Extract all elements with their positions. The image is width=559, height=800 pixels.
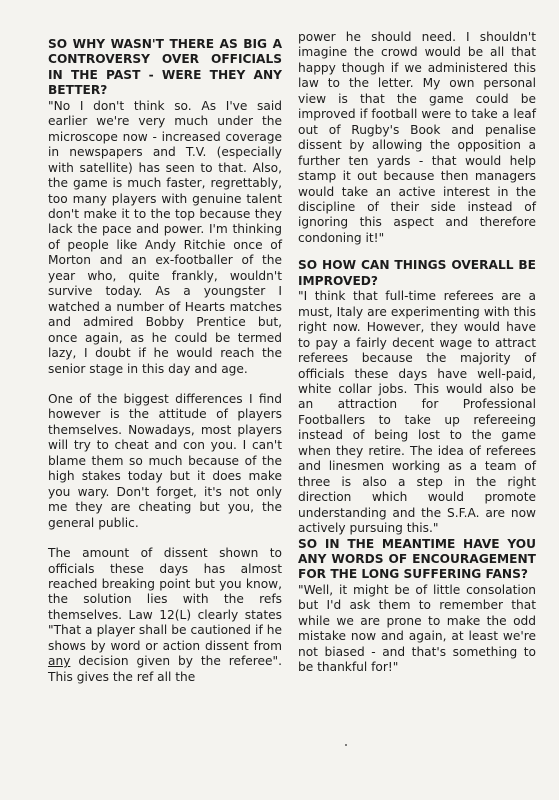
continued-paragraph: power he should need. I shouldn't imagine the crowd would be all that happy though if we administered this law to the letter. My own personal view is that the game could be improved if football were to take a leaf out of Rugby's Book and penalise dissent by allowing the opposition a further ten yards - that would help stamp it out because then managers would take an active interest in the discipline of their side instead of ignoring this aspect and therefore condoning it!": [298, 30, 536, 245]
paragraph-3-start: The amount of dissent shown to officials these days has almost reached breaking point but you know, the solution lies with the refs themselves. Law 12(L) clearly states "That a player shall be cautioned if he shows by word or action dissent from: [48, 546, 282, 653]
paragraph-3-end: decision given by the referee". This gives the ref all the: [48, 654, 282, 684]
heading-improvements: SO HOW CAN THINGS OVERALL BE IMPROVED?: [298, 258, 536, 288]
heading-encouragement: SO IN THE MEANTIME HAVE YOU ANY WORDS OF ENCOURAGEMENT FOR THE LONG SUFFERING FANS?: [298, 536, 536, 582]
answer-paragraph-1: "No I don't think so. As I've said earlier we're very much under the microscope now - increased coverage in newspapers and T.V. (especially with satellite) has seen to that. Also, the game is much faster, regrettably, too many players with genuine talent don't make it to the top because they lack the pace and power. I'm thinking of people like Andy Ritchie once of Morton and an ex-footballer of the year who, quite frankly, wouldn't survive today. As a youngster I watched a number of Hearts matches and admired Bobby Prentice but, once again, as he could be termed lazy, I doubt if he would reach the senior stage in this day and age.: [48, 98, 282, 376]
answer-encouragement: "Well, it might be of little consolation but I'd ask them to remember that while we are prone to make the odd mistake now and again, at least we're not biased - and that's something to be thankful for!": [298, 582, 536, 675]
answer-paragraph-3: [48, 546, 282, 685]
underlined-any: any: [48, 654, 71, 669]
answer-improvements: "I think that full-time referees are a must, Italy are experimenting with this right now. However, they would have to pay a fairly decent wage to attract referees because the majority of officials these days have well-paid, white collar jobs. This would also be an attraction for Professional Footballers to take up refereeing instead of being lost to the game when they retire. The idea of referees and linesmen working as a team of three is also a step in the right direction which would promote understanding and the S.F.A. are now actively pursuing this.": [298, 289, 536, 536]
left-column: [48, 37, 282, 685]
right-column: [298, 30, 536, 676]
heading-past-controversy: SO WHY WASN'T THERE AS BIG A CONTROVERSY OVER OFFICIALS IN THE PAST - WERE THEY ANY BETTER?: [48, 37, 282, 98]
print-speck: [345, 744, 347, 746]
answer-paragraph-2: One of the biggest differences I find however is the attitude of players themselves. Nowadays, most players will try to cheat and con you. I can't blame them so much because of the high stakes today but it does make you wary. Don't forget, it's not only me they are cheating but you, the general public.: [48, 391, 282, 530]
